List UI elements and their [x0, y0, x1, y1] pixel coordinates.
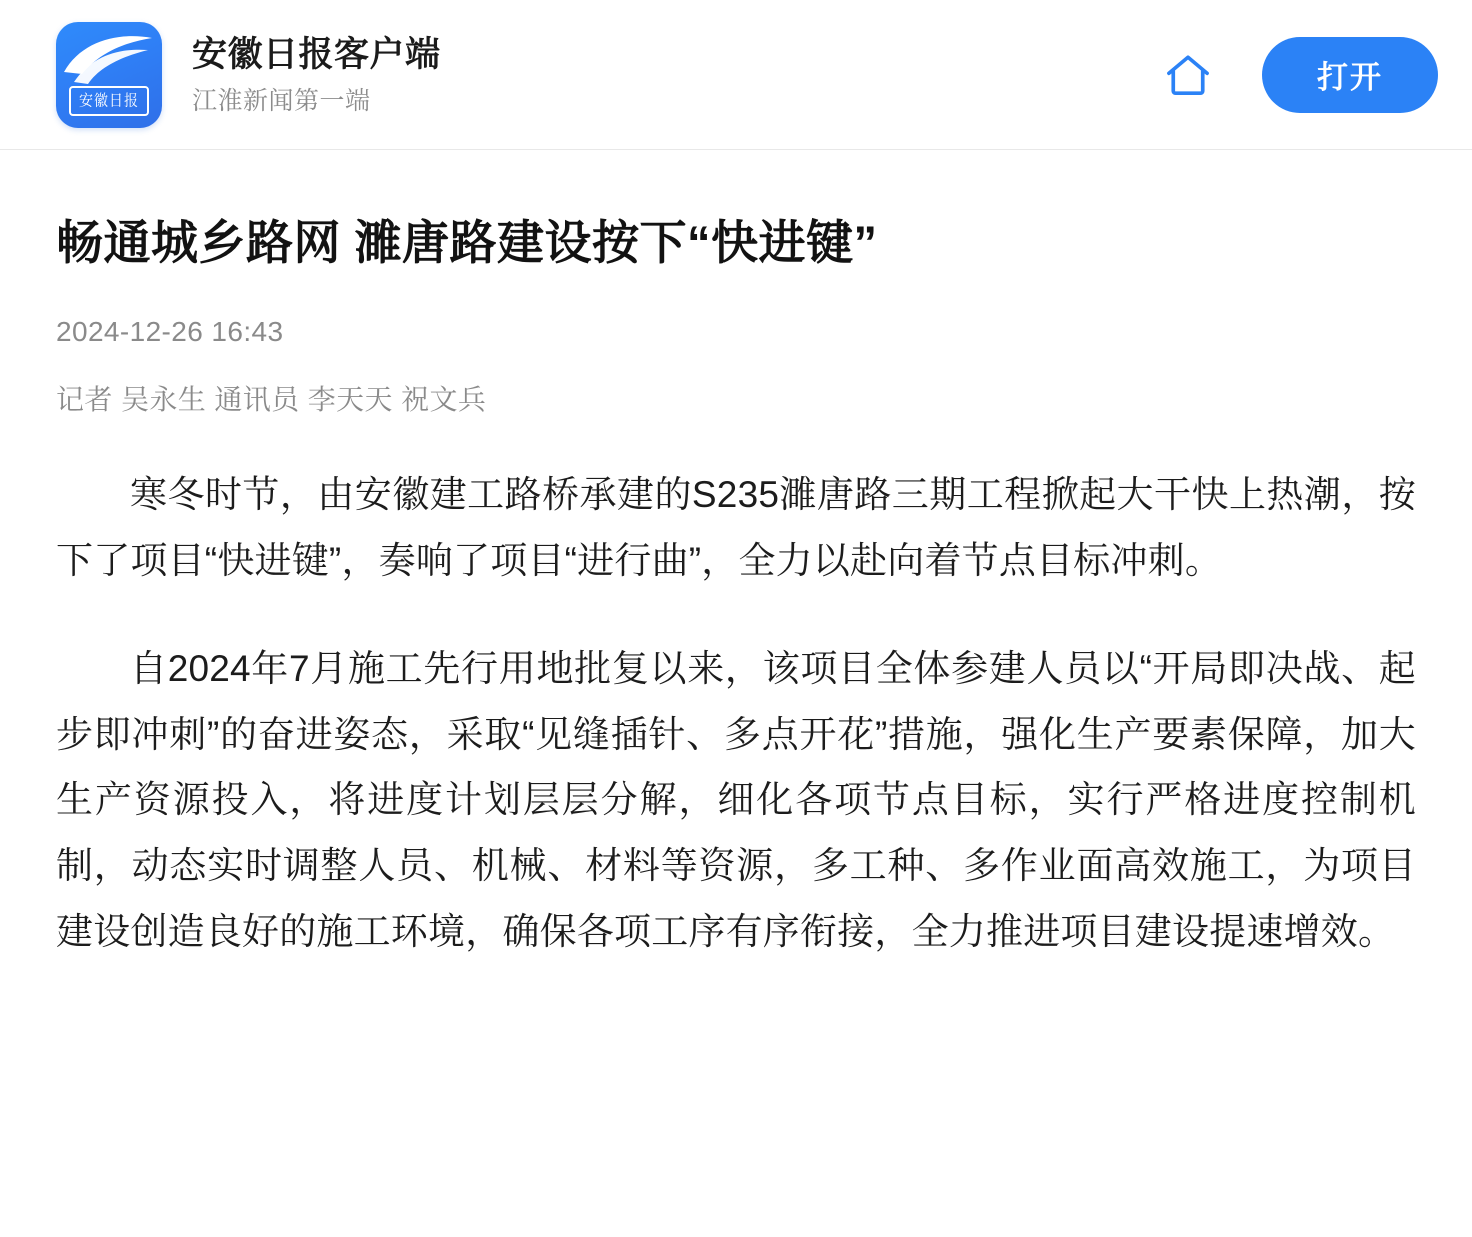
- article-paragraph: 寒冬时节，由安徽建工路桥承建的S235濉唐路三期工程掀起大干快上热潮，按下了项目“快进键”，奏响了项目“进行曲”，全力以赴向着节点目标冲刺。: [56, 474, 1416, 581]
- publish-timestamp: 2024-12-26 16:43: [56, 316, 284, 348]
- app-logo: [56, 22, 162, 128]
- app-actions: [1162, 37, 1438, 113]
- app-promo-bar: [0, 0, 1472, 150]
- open-app-button[interactable]: 打开: [1262, 37, 1438, 113]
- home-icon[interactable]: [1162, 49, 1214, 101]
- byline: 记者 吴永生 通讯员 李天天 祝文兵: [56, 384, 487, 416]
- logo-nameplate-text: 安徽日报: [79, 91, 139, 110]
- article-body: [56, 462, 1416, 965]
- logo-nameplate: [69, 86, 149, 116]
- app-subtitle: 江淮新闻第一端: [192, 87, 371, 116]
- page-title: 畅通城乡路网 濉唐路建设按下“快进键”: [56, 216, 878, 269]
- article-container: [0, 150, 1472, 1005]
- app-meta: [192, 33, 441, 117]
- article-paragraph: 自2024年7月施工先行用地批复以来，该项目全体参建人员以“开局即决战、起步即冲刺”的奋进姿态，采取“见缝插针、多点开花”措施，强化生产要素保障，加大生产资源投入，将进度计划层层分解，细化各项节点目标，实行严格进度控制机制，动态实时调整人员、机械、材料等资源，多工种、多作业面高效施工，为项目建设创造良好的施工环境，确保各项工序有序衔接，全力推进项目建设提速增效。: [56, 647, 1416, 953]
- app-title: 安徽日报客户端: [192, 34, 441, 74]
- logo-swoosh-icon: [56, 26, 162, 88]
